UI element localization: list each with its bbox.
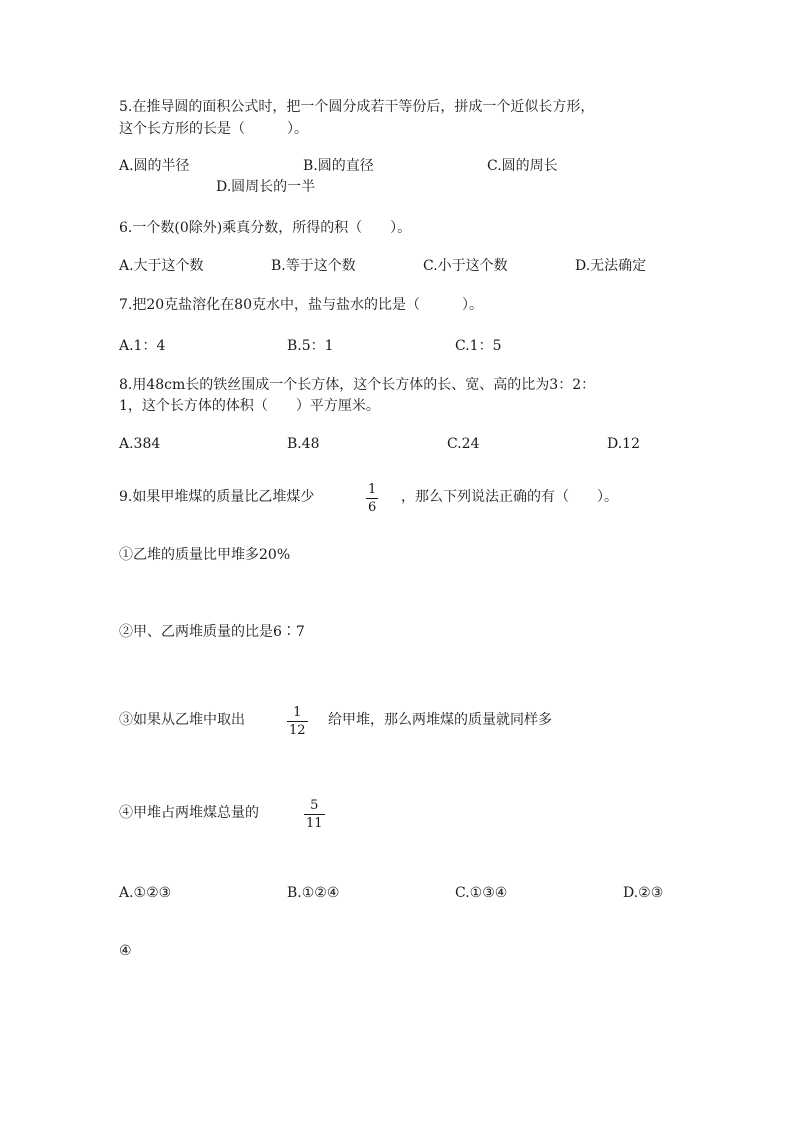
q8-stem-line1: 8.用48cm长的铁丝围成一个长方体，这个长方体的长、宽、高的比为3：2：: [119, 377, 596, 393]
fraction-bar: [304, 814, 325, 815]
q6-option-d[interactable]: D.无法确定: [575, 258, 647, 274]
q8-stem-line2: 1，这个长方体的体积（ ）平方厘米。: [119, 398, 380, 414]
q8-option-a[interactable]: A.384: [119, 436, 161, 452]
q6-option-c[interactable]: C.小于这个数: [423, 258, 508, 274]
q9-s4-fraction-numerator: 5: [310, 798, 319, 813]
fraction-bar: [287, 721, 308, 722]
q9-statement-4-fraction: [304, 798, 325, 831]
q9-fraction-numerator: 1: [368, 482, 377, 497]
q5-stem-line2: 这个长方形的长是（ ）。: [119, 121, 308, 137]
q6-option-b[interactable]: B.等于这个数: [271, 258, 356, 274]
q9-s4-fraction-denominator: 11: [306, 816, 323, 831]
q9-option-b[interactable]: B.①②④: [287, 885, 340, 901]
q9-statement-4-before: ④甲堆占两堆煤总量的: [119, 805, 259, 821]
q9-statement-3-after: 给甲堆，那么两堆煤的质量就同样多: [328, 712, 552, 728]
q9-statement-1: ①乙堆的质量比甲堆多20%: [119, 547, 291, 563]
q9-stem-after: ，那么下列说法正确的有（ ）。: [401, 489, 618, 505]
q5-option-a[interactable]: A.圆的半径: [119, 158, 190, 174]
q7-option-b[interactable]: B.5：1: [287, 338, 334, 354]
q8-option-c[interactable]: C.24: [447, 436, 480, 452]
q8-option-d[interactable]: D.12: [607, 436, 640, 452]
q5-option-d[interactable]: D.圆周长的一半: [216, 179, 316, 195]
q5-option-b[interactable]: B.圆的直径: [303, 158, 374, 174]
q9-s3-fraction-numerator: 1: [293, 705, 302, 720]
q9-option-c[interactable]: C.①③④: [455, 885, 508, 901]
q9-statement-3-before: ③如果从乙堆中取出: [119, 712, 245, 728]
q9-option-a[interactable]: A.①②③: [119, 885, 172, 901]
q7-stem: 7.把20克盐溶化在80克水中，盐与盐水的比是（ ）。: [119, 297, 483, 313]
q5-stem-line1: 5.在推导圆的面积公式时，把一个圆分成若干等份后，拼成一个近似长方形，: [119, 99, 595, 115]
q9-fraction-denominator: 6: [368, 500, 377, 515]
q7-option-a[interactable]: A.1：4: [119, 338, 166, 354]
q9-fraction: [366, 482, 378, 515]
q5-option-c[interactable]: C.圆的周长: [487, 158, 558, 174]
q9-option-d[interactable]: D.②③: [623, 885, 664, 901]
fraction-bar: [366, 498, 378, 499]
q8-option-b[interactable]: B.48: [287, 436, 320, 452]
q6-stem: 6.一个数(0除外)乘真分数，所得的积（ ）。: [119, 220, 412, 236]
q7-option-c[interactable]: C.1：5: [455, 338, 502, 354]
q9-s3-fraction-denominator: 12: [289, 723, 306, 738]
q6-option-a[interactable]: A.大于这个数: [119, 258, 204, 274]
q9-statement-3-fraction: [287, 705, 308, 738]
q9-statement-2: ②甲、乙两堆质量的比是6∶7: [119, 624, 305, 640]
q9-stem-before: 9.如果甲堆煤的质量比乙堆煤少: [119, 489, 315, 505]
q9-option-d-wrap[interactable]: ④: [119, 943, 132, 959]
